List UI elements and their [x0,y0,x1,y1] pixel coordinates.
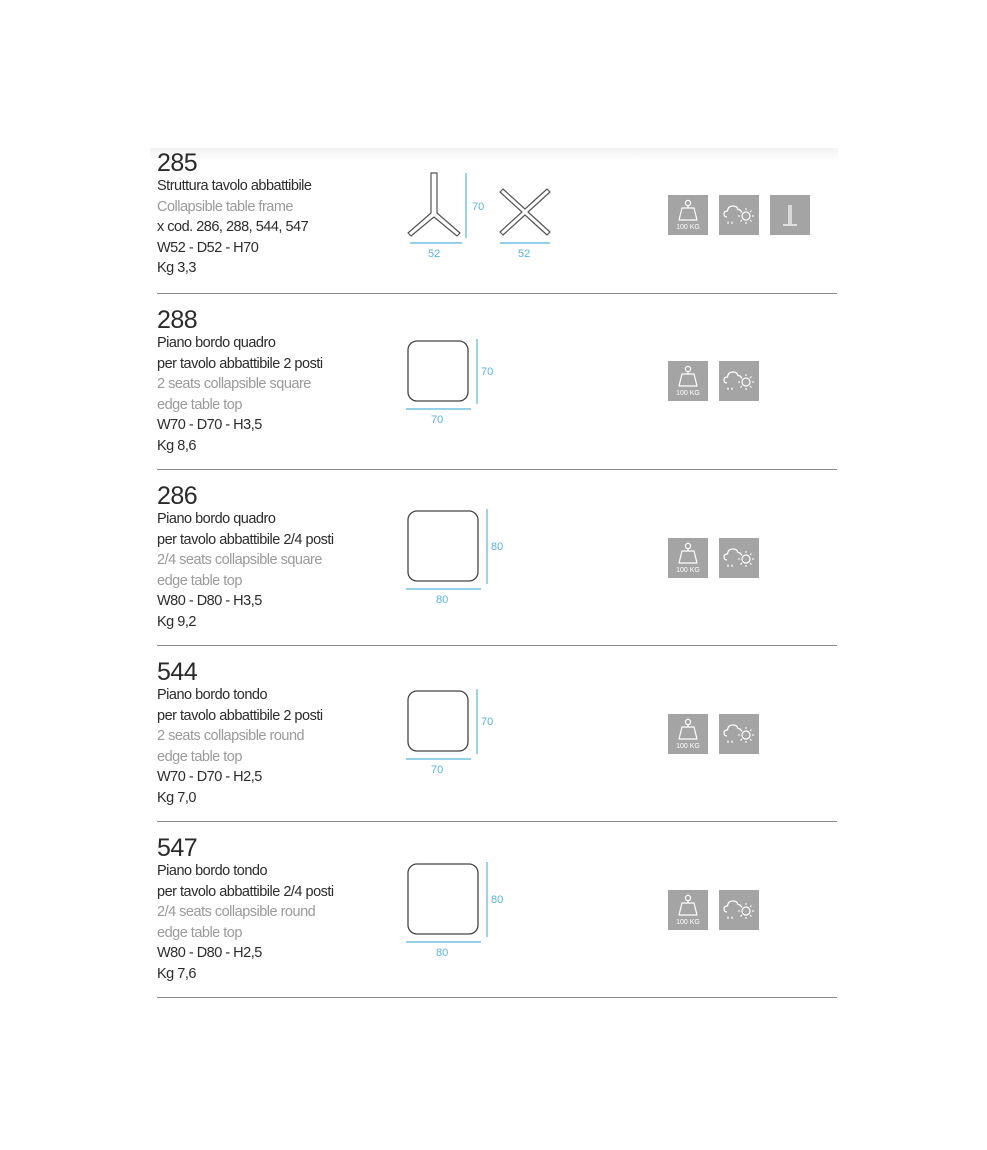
product-description-line: edge table top [157,748,242,765]
row-divider [157,645,837,646]
height-dimension-label: 70 [481,366,494,378]
table-top-outline [408,864,478,934]
height-dimension-label: 80 [491,541,504,553]
product-description-line: per tavolo abbattibile 2/4 posti [157,883,334,900]
feature-icons [668,714,759,754]
product-description-line: 2/4 seats collapsible round [157,904,316,920]
outdoor-weather-icon [719,890,759,930]
outdoor-weather-icon [719,538,759,578]
technical-drawing [400,685,510,777]
product-description-line: W70 - D70 - H3,5 [157,417,262,433]
table-top-outline [408,511,478,581]
product-description-line: Kg 8,6 [157,437,196,454]
product-description-line: W80 - D80 - H2,5 [157,945,262,961]
technical-drawing [400,335,510,425]
height-dimension-label: 80 [491,894,504,906]
feature-icons [668,195,810,235]
product-code: 544 [157,658,198,686]
feature-icons [668,890,759,930]
product-description-line: Collapsible table frame [157,198,293,215]
row-divider [157,469,837,470]
product-description-line: Piano bordo tondo [157,687,268,703]
row-divider [157,821,837,822]
product-description-line: Kg 3,3 [157,260,196,276]
width-dimension-label: 52 [428,248,441,260]
weight-100kg-icon [668,714,708,754]
weight-label: 100 KG [676,919,700,926]
product-description-line: 2 seats collapsible square [157,376,311,392]
weight-label: 100 KG [676,224,700,231]
outdoor-weather-icon [719,361,759,401]
product-description-line: edge table top [157,396,242,413]
width-dimension-label: 70 [431,764,444,776]
row-divider [157,997,837,998]
technical-drawing [400,858,510,960]
product-description-line: 2 seats collapsible round [157,728,305,744]
product-description-line: W80 - D80 - H3,5 [157,593,262,609]
height-dimension-label: 70 [472,201,485,213]
product-description-line: Kg 9,2 [157,613,196,630]
weight-label: 100 KG [676,743,700,750]
product-description-line: x cod. 286, 288, 544, 547 [157,219,309,235]
product-description-line: Kg 7,0 [157,789,196,806]
product-code: 286 [157,482,198,510]
weight-100kg-icon [668,890,708,930]
product-description-line: per tavolo abbattibile 2 posti [157,707,323,724]
product-description-line: W70 - D70 - H2,5 [157,769,262,785]
product-description-line: W52 - D52 - H70 [157,239,259,256]
outdoor-weather-icon [719,714,759,754]
width-dimension-label: 70 [431,414,444,425]
weight-100kg-icon [668,361,708,401]
product-description-line: Piano bordo tondo [157,863,268,879]
product-description-line: edge table top [157,924,242,941]
technical-drawing [400,165,560,265]
table-frame-icon [770,195,810,235]
base-dimension-label: 52 [518,248,531,260]
feature-icons [668,361,759,401]
outdoor-weather-icon [719,195,759,235]
weight-100kg-icon [668,195,708,235]
product-description-line: Struttura tavolo abbattibile [157,178,312,194]
product-description-line: Kg 7,6 [157,965,196,982]
table-top-outline [408,341,468,401]
product-description-line: per tavolo abbattibile 2 posti [157,355,323,372]
weight-label: 100 KG [676,390,700,397]
product-description-line: 2/4 seats collapsible square [157,552,322,568]
feature-icons [668,538,759,578]
width-dimension-label: 80 [436,594,449,605]
product-code: 288 [157,306,198,334]
table-top-outline [408,691,468,751]
weight-label: 100 KG [676,567,700,574]
product-description-line: Piano bordo quadro [157,335,276,351]
technical-drawing [400,505,510,605]
frame-side-view [408,173,460,236]
weight-100kg-icon [668,538,708,578]
row-divider [157,293,837,294]
product-code: 285 [157,149,198,177]
product-description-line: per tavolo abbattibile 2/4 posti [157,531,334,548]
product-code: 547 [157,834,198,862]
product-description-line: edge table top [157,572,242,589]
frame-base-top-view [500,189,550,235]
height-dimension-label: 70 [481,716,494,728]
width-dimension-label: 80 [436,947,449,959]
product-description-line: Piano bordo quadro [157,511,276,527]
